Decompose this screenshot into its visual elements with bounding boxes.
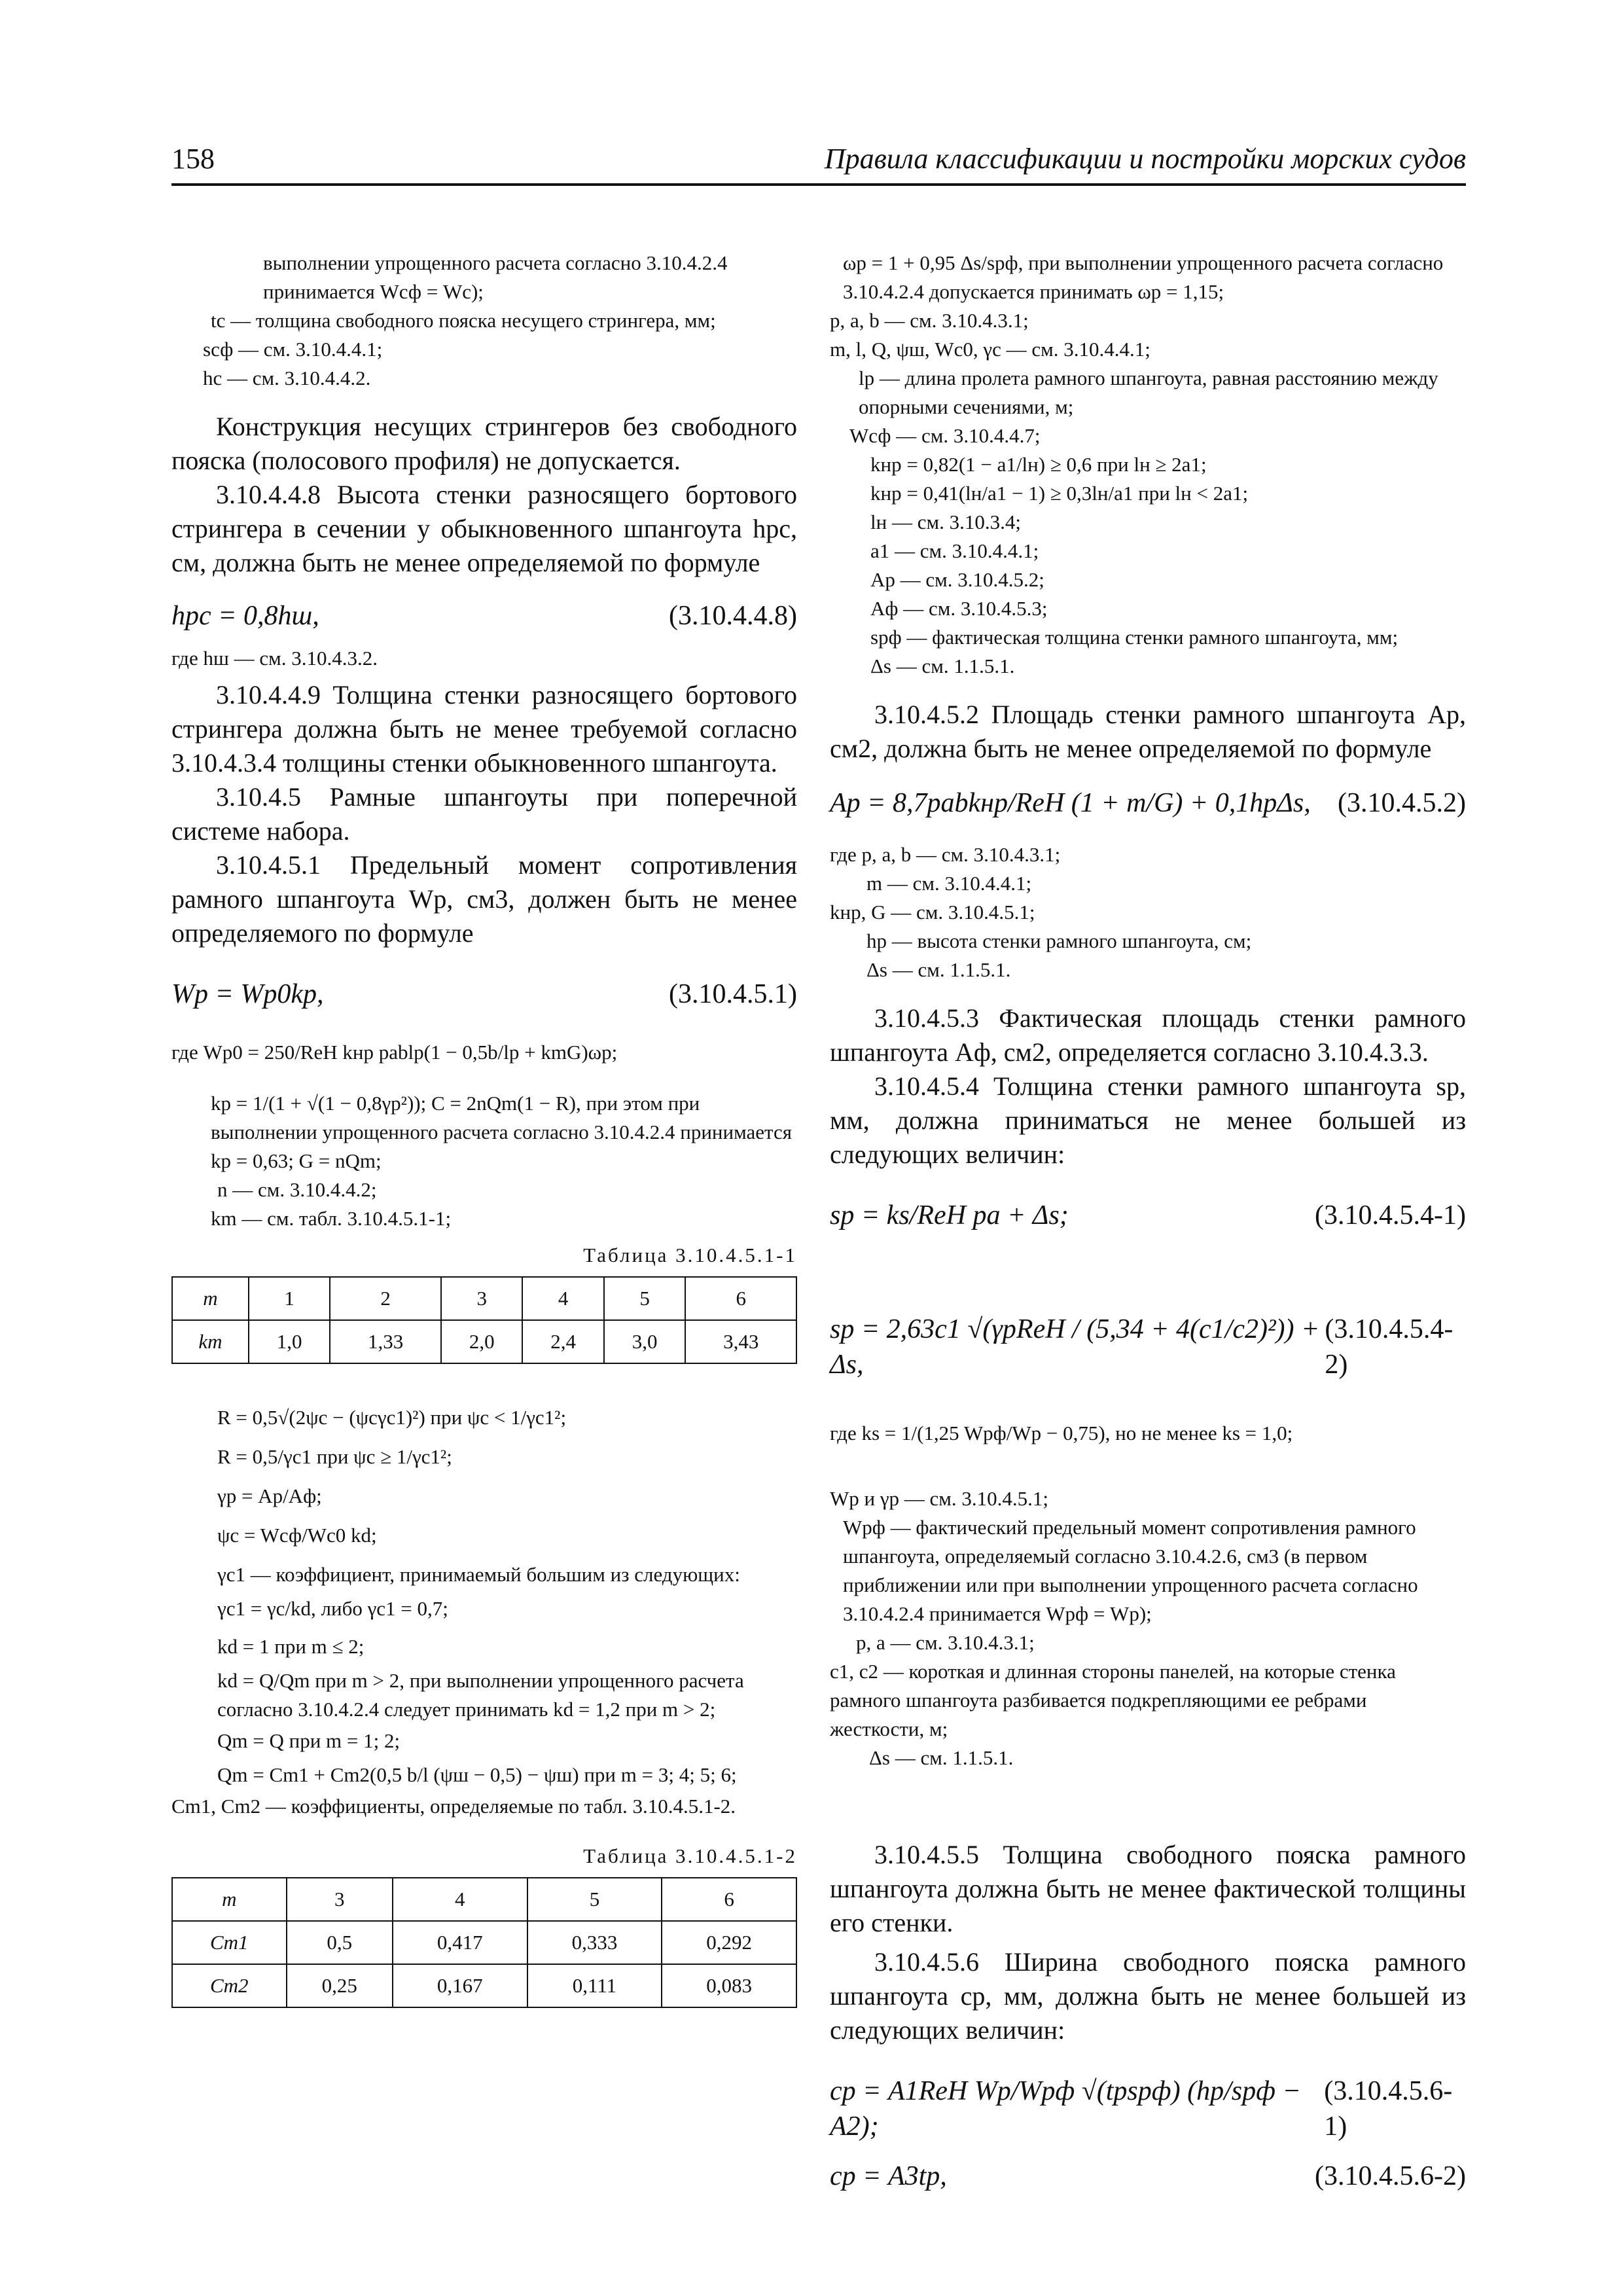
table-cell: 0,25 xyxy=(287,1964,393,2007)
definition-line: Wсф — см. 3.10.4.4.7; xyxy=(849,424,1041,447)
formula-number: (3.10.4.4.8) xyxy=(669,601,797,631)
paragraph-3-10-4-5-4: 3.10.4.5.4 Толщина стенки рамного шпангоута sр, мм, должна приниматься не менее большей из следующих величин: xyxy=(830,1071,1466,1169)
table-cell: 3 xyxy=(441,1277,522,1320)
table-cell: 0,111 xyxy=(527,1964,662,2007)
definition-line: m — см. 3.10.4.4.1; xyxy=(866,872,1032,895)
table-cell: km xyxy=(172,1320,249,1363)
table-cell: 0,292 xyxy=(662,1921,796,1964)
page-header xyxy=(171,143,1466,186)
paragraph-3-10-4-5-3: 3.10.4.5.3 Фактическая площадь стенки рамного шпангоута Aф, см2, определяется согласно 3.10.4.3.3. xyxy=(830,1003,1466,1067)
table-row xyxy=(172,1964,796,2007)
table-cell: 0,417 xyxy=(393,1921,527,1964)
formula-3-10-4-5-6-2 xyxy=(830,2159,1466,2194)
definition-line: Wрф — фактический предельный момент сопротивления рамного шпангоута, определяемый согласно 3.10.4.2.6, см3 (в первом приближении или при выполнении упрощенного расчета согласно 3.10.4.2.4 принимается Wрф = Wр); xyxy=(843,1516,1418,1625)
table-cell: 5 xyxy=(527,1878,662,1921)
table-row xyxy=(172,1921,796,1964)
definition-line: p, a — см. 3.10.4.3.1; xyxy=(856,1631,1035,1654)
definition-line: Wр и γр — см. 3.10.4.5.1; xyxy=(830,1487,1049,1510)
formula-text: sр = 2,63c1 √(γрReH / (5,34 + 4(c1/c2)²)) + Δs, xyxy=(830,1314,1320,1380)
table-cell: 5 xyxy=(604,1277,685,1320)
table-cell: 2 xyxy=(330,1277,441,1320)
definition-line: n — см. 3.10.4.4.2; xyxy=(217,1178,377,1201)
formula-line: R = 0,5√(2ψc − (ψcγc1)²) при ψc < 1/γc1²; xyxy=(217,1406,567,1429)
table-cell: 4 xyxy=(393,1878,527,1921)
paragraph-3-10-4-5-2: 3.10.4.5.2 Площадь стенки рамного шпангоута Aр, см2, должна быть не менее определяемой по формуле xyxy=(830,700,1466,763)
formula-line: R = 0,5/γc1 при ψc ≥ 1/γc1²; xyxy=(217,1445,452,1468)
definition-line: Δs — см. 1.1.5.1. xyxy=(869,1746,1014,1769)
definition-line: где hш — см. 3.10.4.3.2. xyxy=(171,647,378,670)
table-caption: Таблица 3.10.4.5.1-2 xyxy=(583,1844,797,1867)
coefficient-table-cm xyxy=(171,1877,797,2008)
table-cell: 6 xyxy=(662,1878,796,1921)
definition-line: a1 — см. 3.10.4.4.1; xyxy=(870,539,1039,562)
formula-number: (3.10.4.5.6-2) xyxy=(1315,2161,1466,2191)
formula-text: hрс = 0,8hш, xyxy=(171,601,319,631)
table-cell: m xyxy=(172,1878,287,1921)
definition-line: где Wр0 = 250/ReH kнр pablр(1 − 0,5b/lр + kmG)ωр; xyxy=(171,1041,618,1064)
definition-line: Cm1, Cm2 — коэффициенты, определяемые по табл. 3.10.4.5.1-2. xyxy=(171,1795,736,1818)
definition-line: lр — длина пролета рамного шпангоута, равная расстоянию между опорными сечениями, м; xyxy=(859,367,1438,418)
formula-line: kd = 1 при m ≤ 2; xyxy=(217,1635,365,1658)
definition-line: Δs — см. 1.1.5.1. xyxy=(866,958,1011,981)
table-row xyxy=(172,1277,796,1320)
formula-text: Aр = 8,7pabkнр/ReH (1 + m/G) + 0,1hрΔs, xyxy=(830,788,1311,818)
formula-line: γр = Aр/Aф; xyxy=(217,1484,322,1507)
formula-line: Qm = Cm1 + Cm2(0,5 b/l (ψш − 0,5) − ψш) при m = 3; 4; 5; 6; xyxy=(217,1763,737,1786)
table-cell: 3 xyxy=(287,1878,393,1921)
formula-3-10-4-5-4-1 xyxy=(830,1198,1466,1233)
page-number: 158 xyxy=(171,143,215,175)
definition-line: sсф — см. 3.10.4.4.1; xyxy=(203,338,383,361)
formula-text: sр = ks/ReH pa + Δs; xyxy=(830,1200,1069,1230)
formula-line: γc1 = γc/kd, либо γc1 = 0,7; xyxy=(217,1597,448,1620)
paragraph-3-10-4-4-8: 3.10.4.4.8 Высота стенки разносящего бортового стрингера в сечении у обыкновенного шпангоута hрс, см, должна быть не менее определяемой по формуле xyxy=(171,480,797,577)
definition-line: выполнении упрощенного расчета согласно 3.10.4.2.4 принимается Wсф = Wc); xyxy=(263,251,728,303)
table-cell: 0,5 xyxy=(287,1921,393,1964)
formula-line: ψc = Wсф/Wс0 kd; xyxy=(217,1524,377,1547)
table-cell: 6 xyxy=(685,1277,796,1320)
definition-line: sрф — фактическая толщина стенки рамного шпангоута, мм; xyxy=(870,626,1399,649)
paragraph-3-10-4-5-6: 3.10.4.5.6 Ширина свободного пояска рамного шпангоута cр, мм, должна быть не менее большей из следующих величин: xyxy=(830,1947,1466,2045)
table-caption: Таблица 3.10.4.5.1-1 xyxy=(583,1244,797,1266)
definition-line: γc1 — коэффициент, принимаемый большим из следующих: xyxy=(217,1563,740,1586)
table-cell: 3,0 xyxy=(604,1320,685,1363)
formula-number: (3.10.4.5.4-1) xyxy=(1315,1200,1466,1230)
formula-3-10-4-5-1 xyxy=(171,977,797,1012)
definition-line: km — см. табл. 3.10.4.5.1-1; xyxy=(211,1207,452,1230)
definition-line: c1, c2 — короткая и длинная стороны панелей, на которые стенка рамного шпангоута разбивается подкрепляющими ее ребрами жесткости, м; xyxy=(830,1660,1396,1740)
formula-text: cр = A1ReH Wр/Wрф √(tрsрф) (hр/sрф − A2); xyxy=(830,2076,1301,2142)
table-row xyxy=(172,1320,796,1363)
definition-line: Δs — см. 1.1.5.1. xyxy=(870,655,1015,677)
formula-text: Wр = Wр0kр, xyxy=(171,979,324,1009)
table-cell: 4 xyxy=(522,1277,603,1320)
formula-number: (3.10.4.5.6-1) xyxy=(1324,2076,1453,2142)
definition-line: lн — см. 3.10.3.4; xyxy=(870,511,1021,533)
formula-3-10-4-5-6-1 xyxy=(830,2073,1466,2144)
definition-line: hc — см. 3.10.4.4.2. xyxy=(203,367,371,389)
formula-number: (3.10.4.5.2) xyxy=(1338,788,1466,818)
table-cell: 1,0 xyxy=(249,1320,330,1363)
definition-line: hр — высота стенки рамного шпангоута, см; xyxy=(866,929,1252,952)
left-column xyxy=(171,249,797,2008)
running-title: Правила классификации и постройки морских судов xyxy=(824,143,1466,175)
paragraph: Конструкция несущих стрингеров без свободного пояска (полосового профиля) не допускается. xyxy=(171,412,797,475)
definition-line: где p, a, b — см. 3.10.4.3.1; xyxy=(830,843,1061,866)
coefficient-table-km xyxy=(171,1276,797,1364)
definition-line: tc — толщина свободного пояска несущего стрингера, мм; xyxy=(211,309,716,332)
table-cell: 0,167 xyxy=(393,1964,527,2007)
paragraph-3-10-4-5-5: 3.10.4.5.5 Толщина свободного пояска рамного шпангоута должна быть не менее фактической толщины его стенки. xyxy=(830,1840,1466,1937)
formula-number: (3.10.4.5.4-2) xyxy=(1325,1314,1454,1380)
table-cell: 2,4 xyxy=(522,1320,603,1363)
definition-line: Aр — см. 3.10.4.5.2; xyxy=(870,568,1044,591)
paragraph-3-10-4-5-1: 3.10.4.5.1 Предельный момент сопротивления рамного шпангоута Wр, см3, должен быть не менее определяемого по формуле xyxy=(171,850,797,948)
definition-line: m, l, Q, ψш, Wс0, γc — см. 3.10.4.4.1; xyxy=(830,338,1150,361)
paragraph-3-10-4-5: 3.10.4.5 Рамные шпангоуты при поперечной системе набора. xyxy=(171,782,797,846)
table-cell: Cm1 xyxy=(172,1921,287,1964)
table-cell: m xyxy=(172,1277,249,1320)
formula-line: ωр = 1 + 0,95 Δs/sрф, при выполнении упрощенного расчета согласно 3.10.4.2.4 допускается принимать ωр = 1,15; xyxy=(843,251,1444,303)
table-cell: 1,33 xyxy=(330,1320,441,1363)
table-cell: 2,0 xyxy=(441,1320,522,1363)
formula-text: cр = A3tр, xyxy=(830,2161,947,2191)
formula-3-10-4-4-8 xyxy=(171,598,797,634)
definition-line: kр = 1/(1 + √(1 − 0,8γр²)); C = 2nQm(1 − R), при этом при выполнении упрощенного расчета согласно 3.10.4.2.4 принимается kр = 0,63; G = nQm; xyxy=(211,1092,792,1172)
table-cell: Cm2 xyxy=(172,1964,287,2007)
table-cell: 3,43 xyxy=(685,1320,796,1363)
table-row xyxy=(172,1878,796,1921)
right-column xyxy=(830,249,1466,2194)
definition-line: p, a, b — см. 3.10.4.3.1; xyxy=(830,309,1029,332)
formula-line: kнр = 0,41(lн/a1 − 1) ≥ 0,3lн/a1 при lн < 2a1; xyxy=(870,482,1249,505)
definition-line: kнр, G — см. 3.10.4.5.1; xyxy=(830,901,1035,924)
formula-line: Qm = Q при m = 1; 2; xyxy=(217,1729,401,1752)
formula-line: где ks = 1/(1,25 Wрф/Wр − 0,75), но не менее ks = 1,0; xyxy=(830,1422,1293,1444)
formula-3-10-4-5-4-2 xyxy=(830,1312,1466,1382)
table-cell: 1 xyxy=(249,1277,330,1320)
formula-line: kнр = 0,82(1 − a1/lн) ≥ 0,6 при lн ≥ 2a1; xyxy=(870,453,1207,476)
formula-line: kd = Q/Qm при m > 2, при выполнении упрощенного расчета согласно 3.10.4.2.4 следует принимать kd = 1,2 при m > 2; xyxy=(217,1669,744,1721)
table-cell: 0,083 xyxy=(662,1964,796,2007)
definition-line: Aф — см. 3.10.4.5.3; xyxy=(870,597,1048,620)
formula-number: (3.10.4.5.1) xyxy=(669,979,797,1009)
paragraph-3-10-4-4-9: 3.10.4.4.9 Толщина стенки разносящего бортового стрингера должна быть не менее требуемой согласно 3.10.4.3.4 толщины стенки обыкновенного шпангоута. xyxy=(171,680,797,778)
table-cell: 0,333 xyxy=(527,1921,662,1964)
formula-3-10-4-5-2 xyxy=(830,785,1466,821)
